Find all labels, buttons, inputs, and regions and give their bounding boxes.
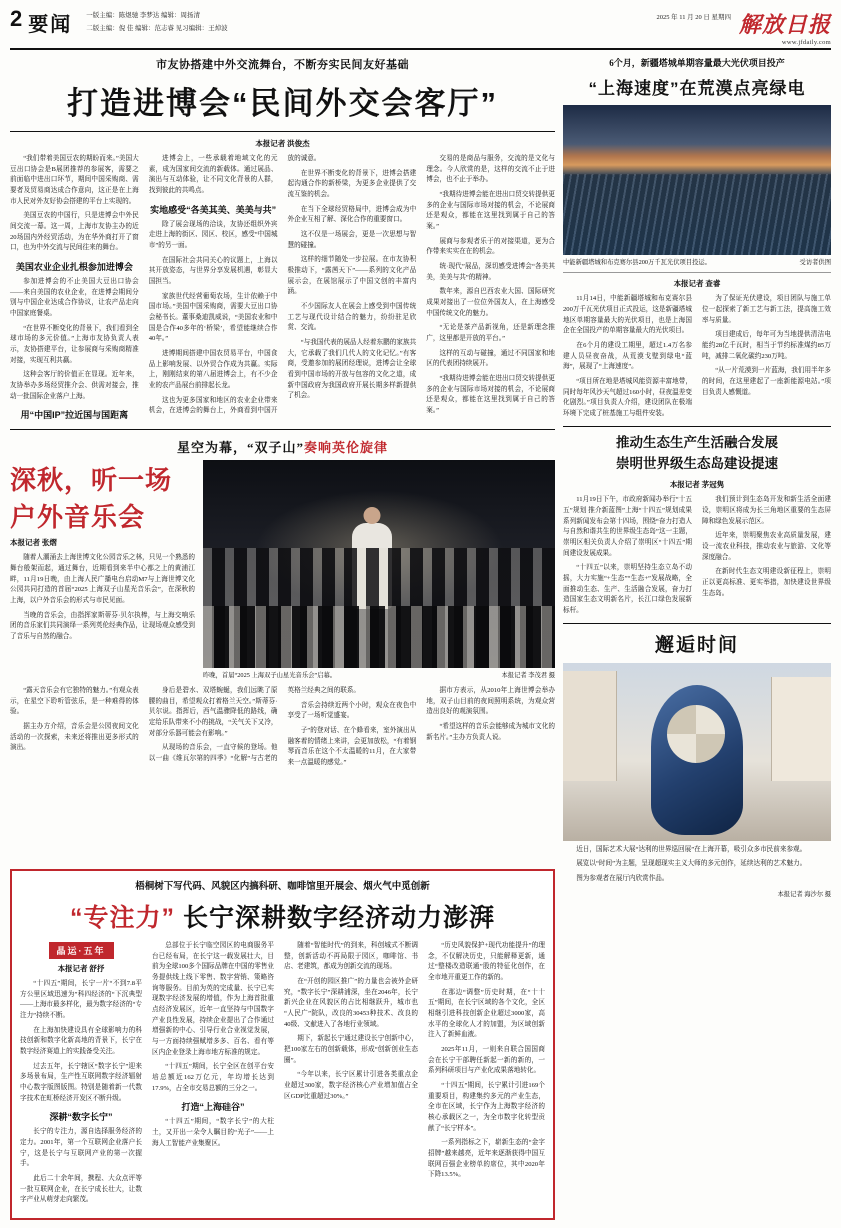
paragraph: 此后二十余年间，携程、大众点评等一批互联网企业，在长宁成长壮大，让数字产业从萌芽走向繁茂。 [20, 1174, 142, 1204]
paragraph: “希望这样的音乐会能够成为城市文化的新名片。”主办方负责人说。 [426, 722, 555, 741]
paragraph: 除了展会现场的洽谈，友协还组织外宾走进上海的街区、园区、校区，感受“中国城市”的另一面。 [148, 220, 278, 250]
concert-headline: 深秋，听一场户外音乐会 [10, 465, 173, 533]
lead-body [10, 154, 555, 421]
editors-line-2: 二版主编：倪 佳 编辑：范志睿 见习编辑：王焯波 [86, 25, 228, 33]
concert-kicker-prefix: 星空为幕，“双子山” [176, 440, 304, 456]
lead-byline: 本报记者 洪俊杰 [255, 139, 310, 148]
page-number: 2 [10, 6, 23, 31]
chongming-body [563, 495, 831, 616]
masthead [10, 8, 831, 50]
paragraph: 随着人潮涌去上海世博文化公园音乐之林，只见一个熟悉的舞台般架而起，通过舞台，近期看到来半中心都之上的黄浦江畔，11月19日晚，由上海人民广播电台启动M7与上海世博文化公园共同打造的首届“2025 上海双子山星光音乐会”，在深秋的上海，以户外音乐会的形式与市民见面。 [10, 554, 195, 605]
caption-credit: 本报记者 李茂君 摄 [501, 672, 555, 680]
chongming-title-2: 崇明世界级生态岛建设提速 [616, 456, 778, 472]
lead-subhead-2: 用“中国IP”拉近国与国距离 [20, 410, 129, 421]
dali-title: 邂逅时间 [654, 634, 739, 656]
paragraph: 交易的是商品与服务，交流的是文化与理念。今人欣赏的是，这样的交流不止于进博会，也不止于举办。 [426, 155, 555, 184]
paragraph: 在新时代生态文明建设新征程上，崇明正以更高标准、更实举措，加快建设世界级生态岛。 [702, 568, 831, 597]
chongming-title-1: 推动生态生产生活融合发展 [616, 434, 778, 450]
solar-story [563, 56, 831, 420]
paragraph: 2025年11月，一则来自联合国国商会在长宁干部聘任新起一新的新的，一系列科研项目与产业化成果落地转化。 [428, 1045, 545, 1075]
paragraph: “历史风貌保护+现代功能提升”的理念，不仅解决历史，只能解释更新，通过“整楼改造联通”股的特征化创作，在全市地开重更工作的新的。 [428, 941, 545, 981]
changning-body-1 [20, 979, 142, 1206]
building-right [771, 677, 831, 781]
changning-headline [20, 898, 545, 934]
series-tag-wrap [20, 941, 142, 959]
concert-byline: 本报记者 张熠 [10, 538, 57, 548]
dali-body [563, 845, 831, 885]
solar-body [563, 294, 831, 419]
paragraph: “露天音乐会有它独特的魅力。”有观众表示，在星空下聆听管弦乐，是一种难得的体验。 [10, 686, 139, 716]
divider [563, 426, 831, 427]
solar-farm-photo [563, 105, 831, 255]
paragraph: 为了保证光伏建设，项目团队与施工单位一起探索了新工艺与新工法，提高施工效率与质量。 [702, 295, 831, 324]
changning-headline-quote: “专注力” [70, 903, 176, 932]
solar-byline: 本报记者 查睿 [673, 279, 721, 289]
paragraph: 总部位于长宁临空园区的电商服务平台已经布局，在长宁这一载发展壮大，目前为全球100多个国际品牌在中国的零售业务提供线上线下零售、数字营销、策略咨询等服务。目前为英的完成量、长宁已实现数字经济发展的增值，作为上海首批重点经济发展区，近年一直坚持与中国数字产业良性发展，持续企业提出了合作通过增强新的中心、引导行业合业视觉发展，与一方面持续强赋增多多、百名、看有等区内企业登录上海市地方标准的规定。 [152, 941, 274, 1056]
paragraph: “十四五”期间，长宁全区在创平台安培总额近162万亿元，年均增长达到17.9%，占全市交易总额的三分之一。 [152, 1063, 274, 1092]
divider [563, 272, 831, 273]
lead-kicker: 市友协搭建中外交流舞台，不断夯实民间友好基础 [156, 59, 409, 71]
paper-website[interactable]: www.jfdaily.com [781, 39, 831, 46]
paragraph: 据主办方介绍，音乐会是公园夜间文化活动的一次探索，未来还将推出更多形式的演出。 [10, 722, 139, 752]
paragraph: 进博期间搭建中国农贸易平台，中国食品上影响发展、以外贸合作成为共赢。实际上，刚刚结束的第八届进博会上，有不少企业的农产品展台前排起长龙。 [148, 350, 278, 390]
chongming-story [563, 433, 831, 617]
paragraph: 在6个月的建设工期里，超过1.4万名参建人员昼夜奋战，从荒漠戈壁到绿电“蓝海”，展现了“上海速度”。 [563, 342, 692, 371]
paper-name: 解放日报 [738, 12, 831, 37]
caption-text: 中能新疆塔城和布克赛尔县200万千瓦光伏项目投运。 [563, 259, 711, 266]
divider [563, 623, 831, 624]
paragraph: “我期待进博会能在进出口贸交转提供更多的企业与国际市场对接的机会，不论展商还是观众，都能在这里找到属于自己的答案。” [426, 375, 555, 415]
right-column [563, 56, 831, 898]
paragraph: 我们预计到生态岛开发和新生活全面建设，崇明区将成为长三角地区重要的生态屏障和绿色发展示范区。 [702, 496, 831, 525]
building-left [563, 671, 617, 781]
paragraph: “从一片荒漠到一片蓝海，我们用半年多的时间，在这里建起了一座新能源电站。”项目负责人感慨道。 [702, 367, 831, 396]
concert-body [10, 686, 555, 769]
paragraph: 参加进博会的不止美国大豆出口协会——来自美国的农业企业，在进博会期间分别与中国企业达成合作协议，让农产品走向中国家庭餐桌。 [10, 278, 139, 318]
concert-text-col [10, 460, 195, 680]
dali-photo-story [563, 630, 831, 898]
changning-subhead-2: 打造“上海硅谷” [181, 1102, 245, 1113]
paragraph: 这样的细节随处一步拉展。在市友协积极推动下，“露茜天下”——系列的文化产品展示会，在展馆展示了中国文创的丰富内涵。 [287, 256, 417, 296]
changning-body-3 [284, 941, 418, 1102]
concert-story [10, 429, 555, 768]
paragraph: 数年来，源自巴西农业大国、国际研究成果对接出了一位位外国友人，在上海感受中国传统文化的魅力。 [426, 288, 555, 317]
paragraph: 进博会上，一些承载着地域文化的元素，成为国家间交流的新载体。通过展品、演出与互动体验，让不同文化背景的人群，找到彼此的共鸣点。 [148, 155, 278, 195]
concert-photo-caption [203, 671, 555, 680]
concert-photo [203, 460, 555, 668]
paragraph: 11月14日，中能新疆塔城和布克赛尔县200万千瓦光伏项目正式投运，这是新疆塔城地区单期容量最大的光伏项目，也是上海国企在全国投产的单期容量最大的光伏项目。 [563, 295, 692, 335]
paragraph: 美国豆农的中国行，只是进博会中外民间交流一幕。这一周，上海市友协主办的近20场国内外经贸活动，为在华外商打开了窗口，也为中外交流与民间往来的舞台。 [10, 212, 139, 252]
clock-sculpture [651, 685, 743, 835]
paragraph: “无论是茶产品新视角，还是新理念推广，这里都是开放的平台。” [426, 324, 555, 343]
paragraph: 当晚的音乐会，由指挥家斯蒂芬·贝尔执棒，与上海交响乐团的音乐家们共同演绎一系列英伦经典作品，让现场观众感受到了音乐与自然的融合。 [10, 611, 195, 641]
concert-photo-col [203, 460, 555, 680]
paragraph: “我们带着美国豆农的期盼而来。”美国大豆出口协会是B展团推荐的参展客，需要之前面临中进出口环节，期间中国采购商、需要者及贸易商达成合作意向，这正是在上海市人民对外友好协会搭建的平台上实现的。 [10, 155, 139, 205]
paragraph: 子”的登对话、在个蜂看来，室外演出从融客着的情绪上来讲，会更加放松，“有着钢琴而音乐在这个不太温暖的11月，在大家带来一点温暖的感觉。” [287, 726, 417, 766]
paragraph: 期下，新起长宁通过建设长宁创新中心，把100家左右的创新载体，形成“创新创业生态圈”。 [284, 1035, 418, 1064]
series-tag: 晶运·五年 [49, 942, 114, 959]
left-column [10, 56, 555, 898]
paragraph: 音乐会持续近两个小时，观众在夜色中享受了一场听觉盛宴。 [287, 701, 417, 720]
changning-col-3 [284, 941, 418, 1210]
changning-col-2 [152, 941, 274, 1210]
paragraph: 这不仅是一场展会，更是一次思想与智慧的碰撞。 [287, 231, 417, 249]
paragraph: 在当下全球经贸格局中，进博会成为中外企业互相了解、深化合作的重要窗口。 [287, 205, 417, 224]
paragraph: 11月19日下午，市政府新闻办举行“十五五”规划 推介新蓝图”上海“十四五”规划成果系列新闻发布会第十四场，围绕“奋力打造人与自然和谐共生的世界级生态岛”这一主题，崇明区相关负责人介绍了崇明区“十四五”期间建设发展成果。 [563, 496, 692, 557]
paragraph: 在上海加快建设具有全球影响力的科技创新和数字化新高地的背景下，长宁在数字经济赛道上的实践备受关注。 [20, 1026, 142, 1055]
dali-credit: 本报记者 海沙尔 摄 [777, 890, 831, 898]
publication-date: 2025 年 11 月 20 日 星期四 [656, 14, 731, 21]
changning-byline: 本报记者 舒抒 [57, 963, 105, 973]
paragraph: 过去五年，长宁辖区“数字长宁”迎来多场景布局，生产性互联网数字经济辐射中心数字版图版图。特别是随着新一代数字技术在虹桥经济开发区不断升级。 [20, 1062, 142, 1102]
changning-body-2 [152, 941, 274, 1149]
changning-kicker: 梧桐树下写代码、风貌区内搞科研、咖啡馆里开展会、烟火气中觅创新 [135, 881, 430, 892]
paragraph: 在“开创的园区推广”的力量也会被外企研究，“数字长宁”深耕浦深，坐在2046年，长宁新兴企业在风貌区的占比相继跃升，城市也“人民广”院队，改良的30453种技术、改良的40级、文献进入了各地行业领域。 [284, 977, 418, 1028]
paragraph: “在世界不断变化的背景下，我们看到全球市场的多元价值。”上海市友协负责人表示，友协搭建平台，让参展商与采购商精准对接，实现互利共赢。 [10, 324, 139, 364]
changning-col-1 [20, 941, 142, 1210]
paragraph: “我期待进博会能在进出口贸交转提供更多的企业与国际市场对接的机会，不论展商还是观众，都能在这里找到属于自己的答案。” [426, 191, 555, 231]
solar-kicker: 6个月，新疆塔城单期容量最大光伏项目投产 [609, 58, 785, 68]
paragraph: 家族世代经营葡萄农场，生计依赖于中国市场。”美国中国采购商，需要大豆出口协会秘书长。董事桑迪凯威说，“美国农业和中国是合作40多年的‘桥梁’，希望能继续合作40年。” [148, 292, 278, 343]
paragraph: 展览以“时间”为主题，呈现超现实主义大师的多元创作，延续达利的艺术魅力。 [576, 860, 807, 868]
divider [10, 131, 555, 132]
concert-kicker [10, 437, 555, 456]
paragraph: “与我国代表的展品人经着东鹏的家族共大，它承载了我们几代人的文化记忆。”有客商，受邀参加的展团经理说，进博会让全球看到中国市场的开放与包容的文化之道，成新中国政府为我国政府开展长期多样新提供了机会。 [287, 339, 417, 400]
section-title: 要闻 [28, 14, 73, 36]
concert-upper [10, 460, 555, 680]
changning-feature-box [10, 869, 555, 1220]
paragraph: “十四五”以来，崇明坚持生态立岛不动摇，大力实施“+生态”“生态+”发展战略，全面推动生态、生产、生活融合发展，奋力打造国家生态文明新名片，长江口绿色发展新标杆。 [563, 564, 692, 615]
paper-logo-block [739, 8, 831, 46]
lead-subhead-1: 美国农业企业扎根参加进博会 [15, 262, 133, 273]
paragraph: 近日，国际艺术大展“达利的世界巡回展”在上海开幕，吸引众多市民前来参观。 [576, 845, 807, 853]
paragraph: 这样的互动与碰撞，通过不同国家和地区的代表团持续展开。 [426, 349, 555, 368]
lead-story [10, 56, 555, 421]
changning-subhead-1: 深耕“数字长宁” [49, 1112, 113, 1123]
paragraph: “项目所在地是塔城风能资源丰富地带，同时每年风沙天气超过160小时，昼夜温差变化剧烈。”项目负责人介绍，建设团队在极端环境下完成了桩基施工与组件安装。 [563, 378, 692, 418]
changning-columns [20, 941, 545, 1210]
paragraph: “十四五”期间，长宁一片“不到7.8平方公里区域迅速为”科四经济的“下沉典型——上海市最多样化，最为数字经济的“专注力”持续不断。 [20, 979, 142, 1019]
editors-block [86, 8, 227, 34]
paragraph: 长宁的专注力，源自选择服务经济的定力。2001年，第一个互联网企业落户长宁，这是长宁与互联网产业的第一次握手。 [20, 1128, 142, 1168]
solar-photo-caption [563, 258, 831, 267]
changning-body-4 [428, 941, 545, 1181]
paragraph: “今年以来，长宁区累计引进各类重点企业超过300家，数字经济核心产业增加值占全区GDP比重超过30%。” [284, 1071, 418, 1100]
paragraph: 在国际社会共同关心的议题上，上海以其开放姿态，与世界分享发展机遇，彰显大国担当。 [148, 256, 278, 286]
orchestra-row-front [203, 606, 555, 668]
caption-credit: 受访者供图 [799, 259, 831, 266]
paragraph: 展商与参观者乐于的对接渠道，更为合作带来实实在在的机会。 [426, 237, 555, 256]
paragraph: 图为参观者在展厅内欣赏作品。 [576, 875, 669, 883]
concert-kicker-suffix: 奏响英伦旋律 [304, 440, 389, 456]
lead-subhead-3: 实地感受“各美其美、美美与共” [150, 204, 277, 215]
paragraph: 在世界不断变化的背景下，进博会搭建起沟通合作的新桥梁，为更多企业提供了交流互鉴的机会。 [287, 169, 417, 199]
changning-headline-rest: 长宁深耕数字经济动力澎湃 [175, 903, 495, 932]
paragraph: 这也为更多国家和地区的农业企业带来机会，在进博会的舞台上，外商看到中国开放的诚意。 [148, 155, 321, 415]
paragraph: 在那边“调整”历史时期，在“十十五”期间，在长宁区域的各个文化，全区相继引进科技创新企业超过3000家，高水平的全球化人才的加盟，为区域创新注入了新鲜血液。 [428, 988, 545, 1039]
changning-col-4 [428, 941, 545, 1210]
paragraph: 不少国际友人在展会上感受到中国传统工艺与现代设计结合的魅力，纷纷驻足欣赏、交流。 [287, 303, 417, 332]
editors-line-1: 一版主编：陈煜驰 李梦达 编辑：周扬清 [86, 12, 200, 19]
paragraph: 项目建成后，每年可为当地提供清洁电能约28亿千瓦时，相当于节约标准煤约85万吨，减排二氧化碳约230万吨。 [702, 331, 831, 360]
paragraph: “十四五”期间，长宁累计引进169个重要项目，构建集约多元的产业生态，全市在区域，长宁作为上海数字经济的核心承载区之一，为全市数字化转型贡献了“长宁样本”。 [428, 1081, 545, 1132]
page-content [10, 56, 831, 898]
paragraph: 这种会客厅的价值正在显现。近年来，友协举办多场经贸推介会、供需对接会，推动一批国际企业落户上海。 [10, 371, 139, 400]
lead-headline: 打造进博会“民间外交会客厅” [67, 86, 498, 121]
caption-text: 昨晚，首届“2025 上海双子山星光音乐会”启幕。 [203, 672, 337, 680]
paragraph: 近年来，崇明聚焦农业高质量发展，建设一流农业科技，推动农业与旅游、文化等深度融合。 [702, 532, 831, 561]
sculpture-photo [563, 663, 831, 841]
paragraph: “十四五”期间，“数字长宁”的大柱土，又开出一朵令人瞩目的“光子”——上海人工智能产业集聚区。 [152, 1118, 274, 1147]
paragraph: 一系列指标之下，崭新生态的“金字招牌”越来越亮，近年来逐渐获得中国互联网百强企业榜单的席位，其中2020年下降13.5%。 [428, 1139, 545, 1179]
paragraph: 统·现代”展品，深切感受进博会“各美其美，美美与共”的精神。 [426, 263, 555, 281]
concert-lead-body [10, 553, 195, 642]
chongming-byline: 本报记者 茅冠隽 [669, 480, 725, 490]
paragraph: 随着“智能时代”的到来，科创城式不断调整，创新活动不再局限于园区，咖啡馆、书店、老建筑，都成为创新交流的现场。 [284, 941, 418, 971]
paragraph: 身后是碧水、双塔蜿蜒，我们远眺了原腰的曲目，希望观众打着格兰天空。”斯蒂芬·贝尔说。指挥后，西气温骤降低的路线，确定给乐队带来不小的挑战，“关气关下又冷，对部分乐器可能会有影响。” [148, 686, 278, 737]
paragraph: 据市方表示，从2010年上海世博会举办地，双子山目前的夜间照明系统，为观众营造出良好的观演氛围。 [426, 686, 555, 716]
solar-headline: “上海速度”在荒漠点亮绿电 [588, 79, 806, 98]
paragraph: 从现场的音乐会，一直守候的登场。他以一曲《维瓦尔第的四季》“化解”与古老的英格兰经典之间的联系。 [148, 686, 361, 762]
